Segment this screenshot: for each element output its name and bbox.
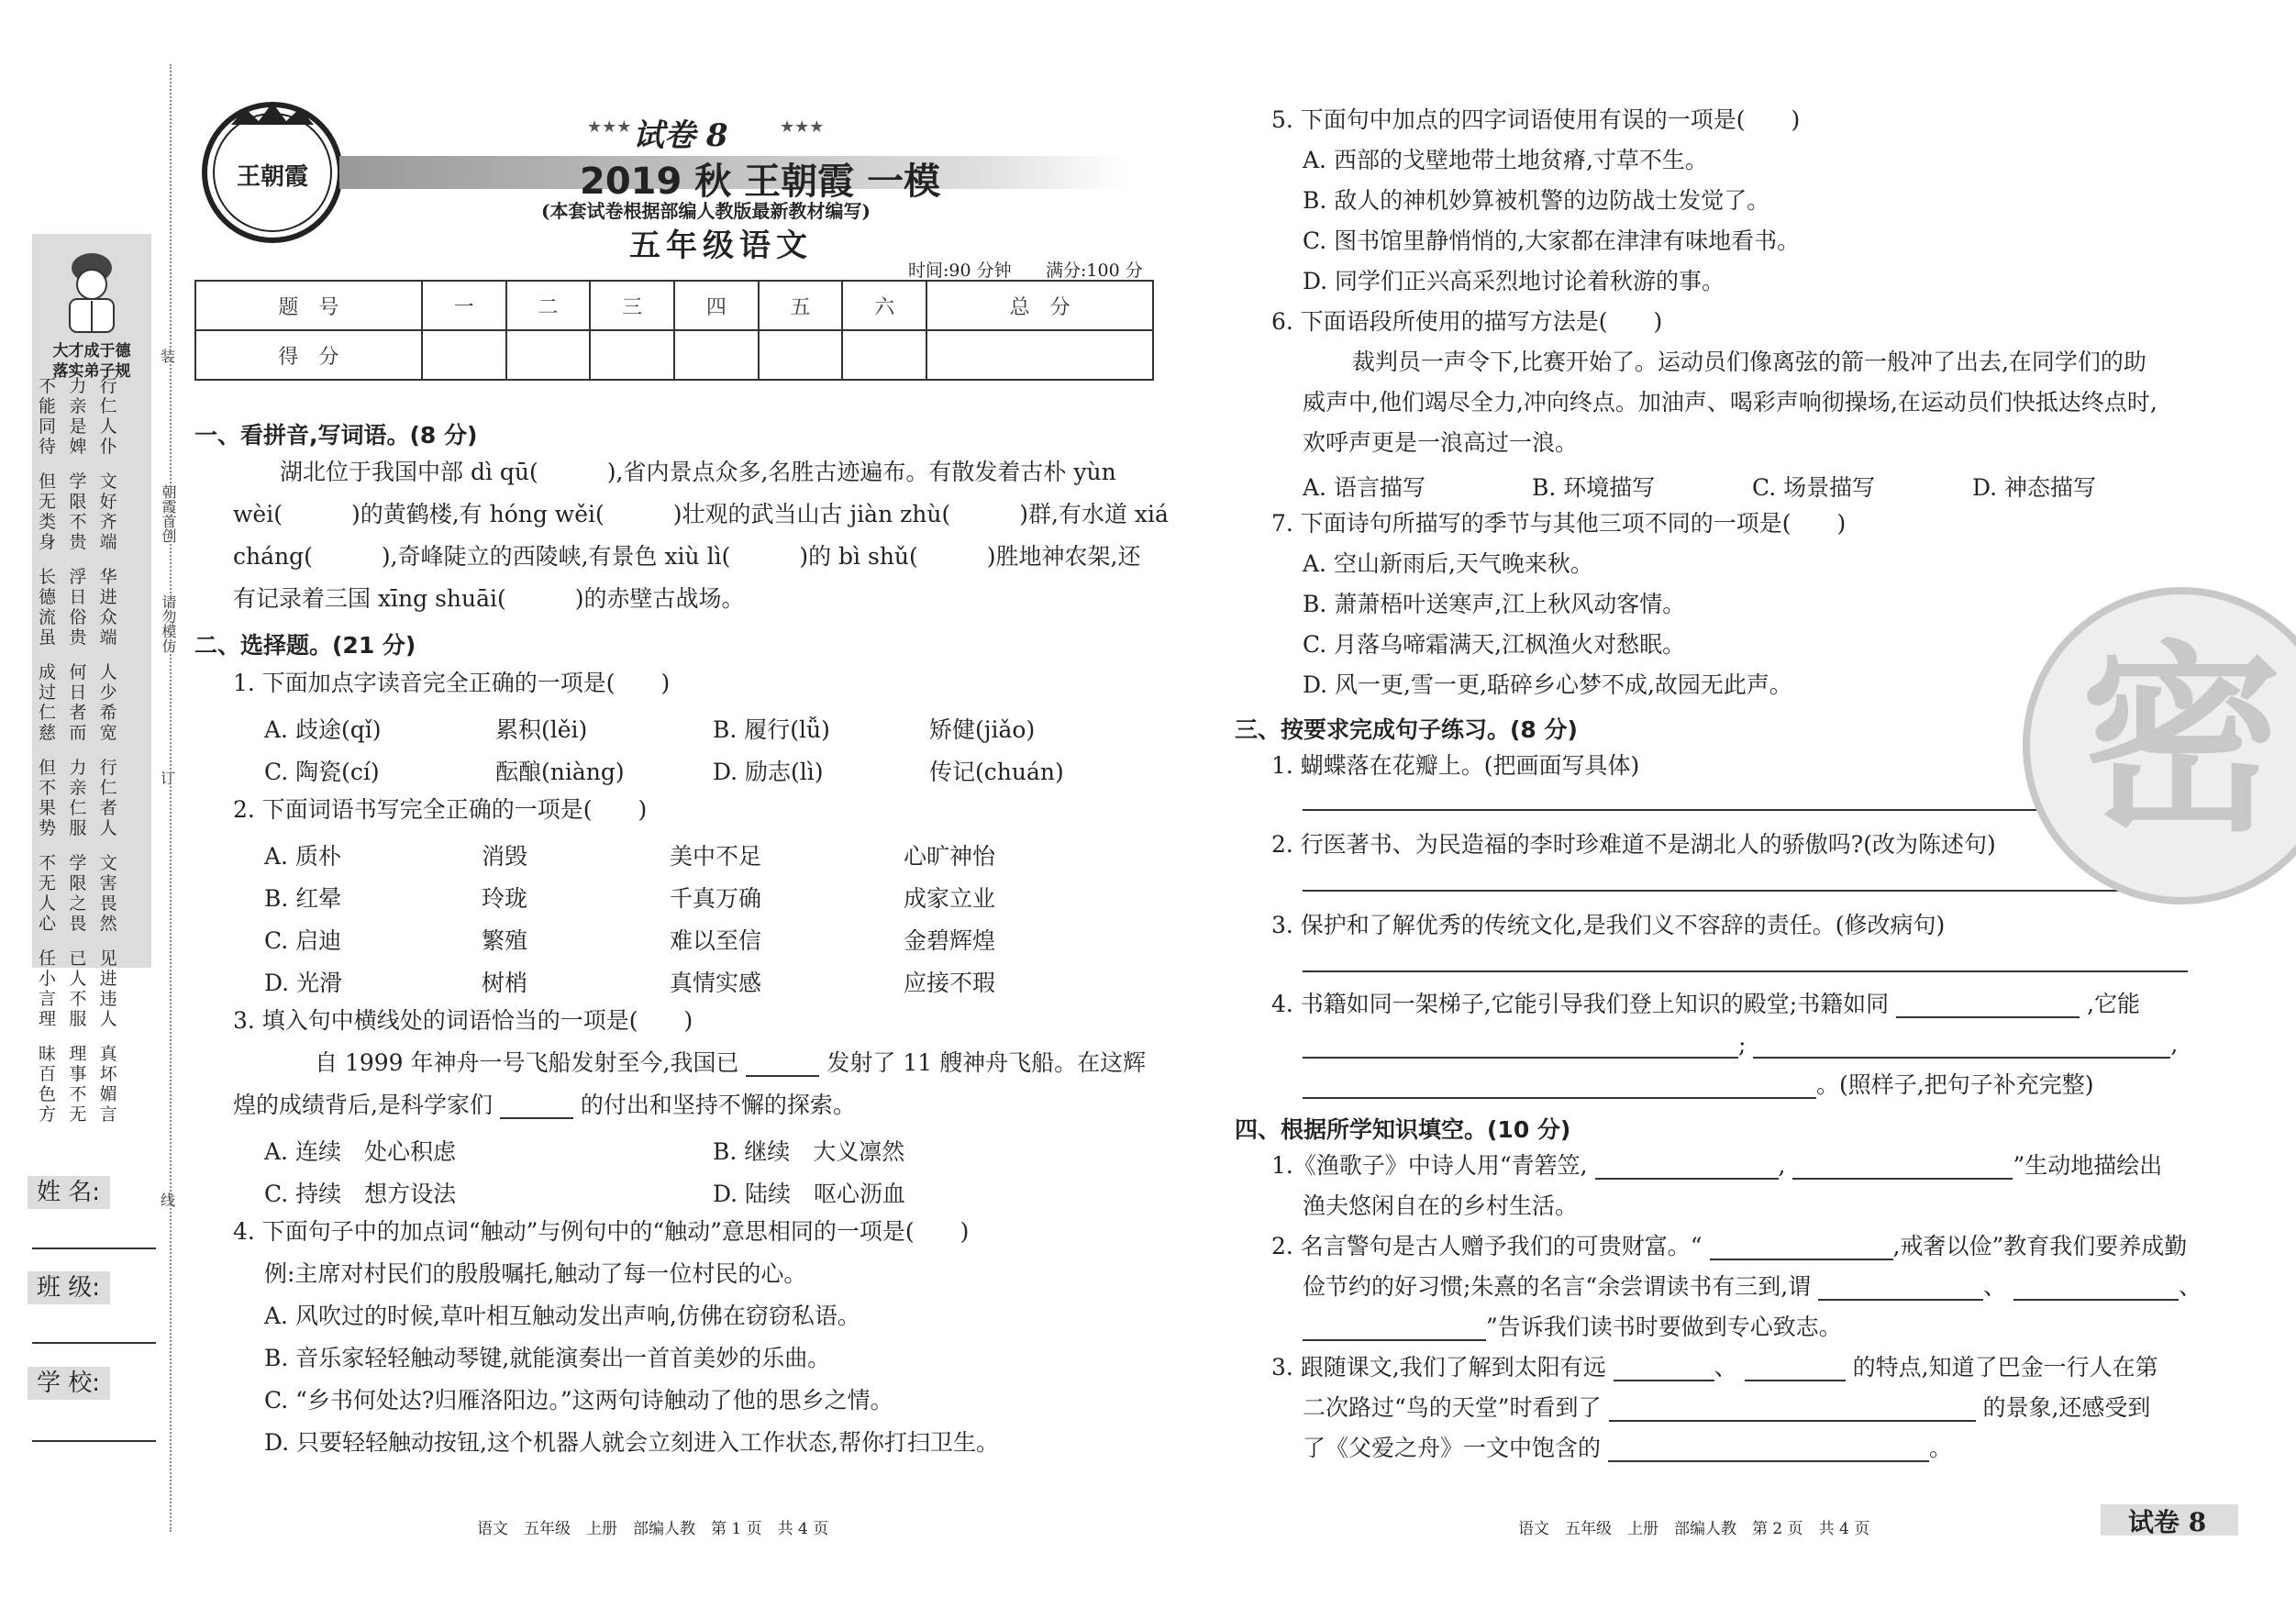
score-cell[interactable] xyxy=(590,330,674,380)
s4-q3-text: 了《父爱之舟》一文中饱含的 xyxy=(1303,1435,1602,1461)
q6-para-1: 裁判员一声令下,比赛开始了。运动员们像离弦的箭一般冲了出去,在同学们的助 xyxy=(1352,349,2146,375)
footer-page-1: 语文 五年级 上册 部编人教 第 1 页 共 4 页 xyxy=(477,1520,829,1538)
score-header-cell: 题 号 xyxy=(195,281,422,330)
motto-row: 行仁者人 xyxy=(99,758,125,838)
score-header-cell: 总 分 xyxy=(926,281,1153,330)
q2-option-word: 金碧辉煌 xyxy=(904,927,996,954)
q6-option[interactable]: B. 环境描写 xyxy=(1532,474,1656,501)
motto-group xyxy=(39,853,130,934)
s3-q2: 2. 行医著书、为民造福的李时珍难道不是湖北人的骄傲吗?(改为陈述句) xyxy=(1271,831,1996,858)
q3-option[interactable]: B. 继续 大义凛然 xyxy=(713,1138,905,1165)
binding-mark-1: 装 xyxy=(160,348,175,365)
class-field[interactable] xyxy=(32,1342,156,1344)
footer-page-2: 语文 五年级 上册 部编人教 第 2 页 共 4 页 xyxy=(1518,1520,1870,1538)
motto-row: 但无类身 xyxy=(39,471,64,552)
q5-option-d[interactable]: D. 同学们正兴高采烈地讨论着秋游的事。 xyxy=(1303,268,1725,294)
q6-option[interactable]: A. 语言描写 xyxy=(1303,474,1425,501)
score-row-label: 得 分 xyxy=(195,330,422,380)
q2-option-word: 树梢 xyxy=(482,970,528,996)
q4-stem: 4. 下面句子中的加点词“触动”与例句中的“触动”意思相同的一项是( ) xyxy=(233,1218,970,1245)
q1-option-word: 累积(lěi) xyxy=(495,716,588,743)
confidential-stamp-icon xyxy=(2023,587,2296,904)
s4-q2-sep: 、 xyxy=(1983,1273,2007,1300)
motto-row: 昧百色方 xyxy=(39,1044,64,1125)
q3-blank-2[interactable] xyxy=(500,1095,573,1119)
s4-q3-sep: 、 xyxy=(1714,1354,1737,1381)
motto-row: 理事不无 xyxy=(69,1044,94,1125)
q4-option-c[interactable]: C. “乡书何处达?归雁洛阳边。”这两句诗触动了他的思乡之情。 xyxy=(264,1387,893,1414)
s1-line-3: cháng( ),奇峰陡立的西陵峡,有景色 xiù lì( )的 bì shǔ( )胜地神农架,还 xyxy=(233,543,1141,570)
score-header-cell: 二 xyxy=(506,281,591,330)
q2-option-word: 心旷神怡 xyxy=(904,843,996,870)
q4-example: 例:主席对村民们的殷殷嘱托,触动了每一位村民的心。 xyxy=(264,1260,807,1287)
section-3-title: 三、按要求完成句子练习。(8 分) xyxy=(1235,716,1578,743)
q6-stem: 6. 下面语段所使用的描写方法是( ) xyxy=(1271,308,1663,335)
s3-q4-line-3 xyxy=(1303,1071,2093,1099)
s4-q2-sep: 、 xyxy=(2179,1273,2202,1300)
motto-row: 学限之畏 xyxy=(69,853,94,934)
s3-q4-blank-3[interactable] xyxy=(1753,1035,2170,1059)
q2-option-word: 应接不瑕 xyxy=(904,970,996,996)
q3-text: 发射了 11 艘神舟飞船。在这辉 xyxy=(826,1049,1147,1076)
q5-option-a[interactable]: A. 西部的戈壁地带土地贫瘠,寸草不生。 xyxy=(1303,147,1708,173)
s3-q1: 1. 蝴蝶落在花瓣上。(把画面写具体) xyxy=(1271,752,1640,779)
q3-line-2 xyxy=(233,1092,856,1119)
slogan-2: 落实弟子规 xyxy=(52,362,131,381)
star-right-icon: ★★★ xyxy=(780,117,825,137)
motto-row: 任小言理 xyxy=(39,948,64,1029)
q3-stem: 3. 填入句中横线处的词语恰当的一项是( ) xyxy=(233,1007,693,1034)
q2-option[interactable]: B. 红晕 xyxy=(264,885,342,912)
q1-option[interactable]: C. 陶瓷(cí) xyxy=(264,759,380,785)
s4-q1-line-2: 渔夫悠闲自在的乡村生活。 xyxy=(1303,1192,1579,1219)
section-2-title: 二、选择题。(21 分) xyxy=(194,632,416,659)
motto-group xyxy=(39,376,130,457)
s4-q2-text: ,戒奢以俭”教育我们要养成勤 xyxy=(1892,1233,2188,1259)
exam-title: 2019 秋 王朝霞 一模 xyxy=(580,161,941,203)
s4-q2-text: 俭节约的好习惯;朱熹的名言“余尝谓读书有三到,谓 xyxy=(1303,1273,1812,1300)
q2-option[interactable]: A. 质朴 xyxy=(264,843,341,870)
school-label: 学 校: xyxy=(28,1367,110,1400)
s4-q3-line-1 xyxy=(1271,1354,2158,1381)
s4-q3-line-3 xyxy=(1303,1435,1952,1462)
s4-q3-text: 的景象,还感受到 xyxy=(1982,1394,2151,1421)
motto-row: 不能同待 xyxy=(39,376,64,457)
q3-option[interactable]: C. 持续 想方设法 xyxy=(264,1181,457,1207)
q1-option[interactable]: B. 履行(lǚ) xyxy=(713,716,830,743)
q4-option-b[interactable]: B. 音乐家轻轻触动琴键,就能演奏出一首首美妙的乐曲。 xyxy=(264,1345,831,1371)
score-cell[interactable] xyxy=(506,330,591,380)
logo-text: 王朝霞 xyxy=(236,163,308,191)
q2-option-word: 消毁 xyxy=(482,843,528,870)
name-field[interactable] xyxy=(32,1248,156,1249)
slogan-1: 大才成于德 xyxy=(52,342,131,360)
q6-para-2: 威声中,他们竭尽全力,冲向终点。加油声、喝彩声响彻操场,在运动员们快抵达终点时, xyxy=(1303,389,2157,416)
motto-row: 何日者而 xyxy=(69,662,94,743)
s4-q1-text: ”生动地描绘出 xyxy=(2013,1152,2163,1179)
motto-row: 浮日俗贵 xyxy=(69,567,94,648)
motto-row: 但不果势 xyxy=(39,758,64,838)
class-label: 班 级: xyxy=(28,1271,110,1304)
score-cell[interactable] xyxy=(842,330,926,380)
s4-q3-blank-4[interactable] xyxy=(1608,1438,1929,1462)
name-label: 姓 名: xyxy=(28,1176,110,1209)
q7-option-b[interactable]: B. 萧萧梧叶送寒声,江上秋风动客情。 xyxy=(1303,591,1686,617)
s1-line-1: 湖北位于我国中部 dì qū( ),省内景点众多,名胜古迹遍布。有散发着古朴 yùn xyxy=(280,459,1116,485)
s3-q4-blank-1[interactable] xyxy=(1896,994,2080,1018)
motto-group xyxy=(39,948,130,1029)
motto-row: 人少希宽 xyxy=(99,662,125,743)
q3-option[interactable]: D. 陆续 呕心沥血 xyxy=(713,1181,906,1207)
q1-stem: 1. 下面加点字读音完全正确的一项是( ) xyxy=(233,670,671,696)
score-header-cell: 五 xyxy=(759,281,843,330)
q2-option-word: 难以至信 xyxy=(670,927,762,954)
motto-row: 文好齐端 xyxy=(99,471,125,552)
motto-row: 学限不贵 xyxy=(69,471,94,552)
s4-q1-sep: , xyxy=(1778,1152,1786,1179)
vertical-label-2: 请勿模仿 xyxy=(160,594,177,653)
q4-option-d[interactable]: D. 只要轻轻触动按钮,这个机器人就会立刻进入工作状态,帮你打扫卫生。 xyxy=(264,1429,999,1456)
motto-group xyxy=(39,567,130,648)
motto-row: 华进众端 xyxy=(99,567,125,648)
q3-blank-1[interactable] xyxy=(746,1053,819,1077)
s4-q3-blank-1[interactable] xyxy=(1614,1358,1714,1381)
binding-mark-3: 线 xyxy=(160,1192,175,1209)
edition-note: (本套试卷根据部编人教版最新教材编写) xyxy=(541,200,871,222)
s4-q2-line-2 xyxy=(1303,1273,2202,1301)
score-header-cell: 一 xyxy=(422,281,506,330)
q7-option-c[interactable]: C. 月落乌啼霜满天,江枫渔火对愁眠。 xyxy=(1303,631,1686,658)
motto-group xyxy=(39,1044,130,1125)
motto-row: 力亲是婢 xyxy=(69,376,94,457)
section-1-title: 一、看拼音,写词语。(8 分) xyxy=(194,422,478,449)
s3-q3-answer-line[interactable] xyxy=(1303,970,2188,972)
q7-option-a[interactable]: A. 空山新雨后,天气晚来秋。 xyxy=(1303,550,1593,577)
score-header-cell: 四 xyxy=(674,281,759,330)
motto-row: 行仁人仆 xyxy=(99,376,125,457)
section-4-title: 四、根据所学知识填空。(10 分) xyxy=(1235,1116,1571,1143)
q6-option[interactable]: C. 场景描写 xyxy=(1752,474,1876,501)
motto-row: 长德流虽 xyxy=(39,567,64,648)
s3-q4-sep: ; xyxy=(1738,1031,1747,1058)
q3-line-1 xyxy=(315,1049,1146,1077)
s3-q4-text: 。(照样子,把句子补充完整) xyxy=(1816,1071,2094,1098)
q5-option-b[interactable]: B. 敌人的神机妙算被机警的边防战士发觉了。 xyxy=(1303,187,1770,214)
s3-q2-answer-line[interactable] xyxy=(1303,890,2188,892)
motto-row: 文害畏然 xyxy=(99,853,125,934)
q4-option-a[interactable]: A. 风吹过的时候,草叶相互触动发出声响,仿佛在窃窃私语。 xyxy=(264,1303,860,1329)
q5-option-c[interactable]: C. 图书馆里静悄悄的,大家都在津津有味地看书。 xyxy=(1303,227,1801,254)
motto-row: 不无人心 xyxy=(39,853,64,934)
q2-option-word: 美中不足 xyxy=(670,843,762,870)
motto-row: 见进违人 xyxy=(99,948,125,1029)
q3-option[interactable]: A. 连续 处心积虑 xyxy=(264,1138,456,1165)
q3-text: 煌的成绩背后,是科学家们 xyxy=(233,1092,493,1118)
motto-group xyxy=(39,758,130,838)
vertical-label-1: 朝霞首创 xyxy=(160,484,177,543)
s4-q3-text: 的特点,知道了巴金一行人在第 xyxy=(1852,1354,2158,1381)
q6-para-3: 欢呼声更是一浪高过一浪。 xyxy=(1303,429,1579,456)
q1-option-word: 矫健(jiǎo) xyxy=(929,716,1036,743)
corner-tag: 试卷 8 xyxy=(2128,1507,2207,1537)
q2-option-word: 成家立业 xyxy=(904,885,996,912)
motto-group xyxy=(39,662,130,743)
q3-text: 的付出和坚持不懈的探索。 xyxy=(580,1092,856,1118)
scholar-figure-icon xyxy=(37,240,147,341)
stamp-text: 密 xyxy=(2080,624,2282,859)
score-table xyxy=(194,280,1154,381)
s4-q2-line-1 xyxy=(1271,1233,2187,1260)
q2-option[interactable]: C. 启迪 xyxy=(264,927,342,954)
s1-line-4: 有记录着三国 xīng shuāi( )的赤壁古战场。 xyxy=(233,585,745,612)
q2-option[interactable]: D. 光滑 xyxy=(264,970,343,996)
q1-option[interactable]: A. 歧途(qǐ) xyxy=(264,716,382,743)
full-score: 满分:100 分 xyxy=(1046,261,1143,281)
q1-option[interactable]: D. 励志(lì) xyxy=(713,759,824,785)
s4-q1-blank-1[interactable] xyxy=(1595,1156,1779,1180)
s4-q2-blank-3[interactable] xyxy=(2013,1277,2179,1301)
motto-row: 已人不服 xyxy=(69,948,94,1029)
motto-grid xyxy=(39,376,145,1139)
s3-q4-line-2 xyxy=(1303,1031,2178,1059)
score-cell[interactable] xyxy=(422,330,506,380)
s4-q3-line-2 xyxy=(1303,1394,2150,1422)
q1-option-word: 酝酿(niàng) xyxy=(495,759,625,785)
score-cell[interactable] xyxy=(674,330,759,380)
q1-option-word: 传记(chuán) xyxy=(929,759,1064,785)
subject-title: 五年级语文 xyxy=(629,227,813,264)
q2-stem: 2. 下面词语书写完全正确的一项是( ) xyxy=(233,796,648,823)
q6-option[interactable]: D. 神态描写 xyxy=(1972,474,2097,501)
motto-row: 真坏媚言 xyxy=(99,1044,125,1125)
s4-q2-blank-1[interactable] xyxy=(1710,1237,1893,1260)
s4-q1-text: 1.《渔歌子》中诗人用“青箬笠, xyxy=(1271,1152,1588,1179)
motto-group xyxy=(39,471,130,552)
score-header-cell: 三 xyxy=(590,281,674,330)
brand-logo xyxy=(194,92,350,248)
s4-q3-text: 3. 跟随课文,我们了解到太阳有远 xyxy=(1271,1354,1606,1381)
s4-q3-blank-3[interactable] xyxy=(1609,1398,1976,1422)
q7-option-d[interactable]: D. 风一更,雪一更,聒碎乡心梦不成,故园无此声。 xyxy=(1303,671,1792,698)
q3-text: 自 1999 年神舟一号飞船发射至今,我国已 xyxy=(315,1049,739,1076)
s4-q3-text: 二次路过“鸟的天堂”时看到了 xyxy=(1303,1394,1602,1421)
s4-q1-line-1 xyxy=(1271,1152,2162,1180)
school-field[interactable] xyxy=(32,1440,156,1442)
q5-stem: 5. 下面句中加点的四字词语使用有误的一项是( ) xyxy=(1271,106,1801,133)
q7-stem: 7. 下面诗句所描写的季节与其他三项不同的一项是( ) xyxy=(1271,510,1847,537)
score-header-cell: 六 xyxy=(842,281,926,330)
s4-q2-blank-2[interactable] xyxy=(1818,1277,1983,1301)
s3-q4-sep: , xyxy=(2170,1031,2179,1058)
s4-q2-blank-4[interactable] xyxy=(1303,1317,1486,1341)
s4-q3-text: 。 xyxy=(1928,1435,1952,1461)
binding-mark-2: 订 xyxy=(160,770,175,787)
s4-q3-blank-2[interactable] xyxy=(1745,1358,1846,1381)
motto-row: 成过仁慈 xyxy=(39,662,64,743)
s3-q4-line-1 xyxy=(1271,991,2140,1018)
q2-option-word: 真情实感 xyxy=(670,970,762,996)
q2-option-word: 玲珑 xyxy=(482,885,528,912)
s3-q4-blank-4[interactable] xyxy=(1303,1075,1816,1099)
s3-q4-blank-2[interactable] xyxy=(1303,1035,1738,1059)
q2-option-word: 繁殖 xyxy=(482,927,528,954)
s3-q3: 3. 保护和了解优秀的传统文化,是我们义不容辞的责任。(修改病句) xyxy=(1271,912,1946,938)
star-left-icon: ★★★ xyxy=(587,117,632,137)
exam-time: 时间:90 分钟 xyxy=(908,261,1012,281)
s4-q2-line-3 xyxy=(1303,1314,1842,1341)
s3-q4-text: ,它能 xyxy=(2087,991,2141,1017)
s4-q1-blank-2[interactable] xyxy=(1792,1156,2013,1180)
s3-q4-text: 4. 书籍如同一架梯子,它能引导我们登上知识的殿堂;书籍如同 xyxy=(1271,991,1890,1017)
score-cell[interactable] xyxy=(926,330,1153,380)
s1-line-2: wèi( )的黄鹤楼,有 hóng wěi( )壮观的武当山古 jiàn zhù( )群,有水道 xiá xyxy=(233,501,1169,527)
score-cell[interactable] xyxy=(759,330,843,380)
s4-q2-text: ”告诉我们读书时要做到专心致志。 xyxy=(1486,1314,1842,1340)
motto-row: 力亲仁服 xyxy=(69,758,94,838)
s4-q2-text: 2. 名言警句是古人赠予我们的可贵财富。“ xyxy=(1271,1233,1703,1259)
binding-line xyxy=(170,64,172,1532)
paper-number: 试卷 8 xyxy=(633,117,728,154)
q2-option-word: 千真万确 xyxy=(670,885,762,912)
